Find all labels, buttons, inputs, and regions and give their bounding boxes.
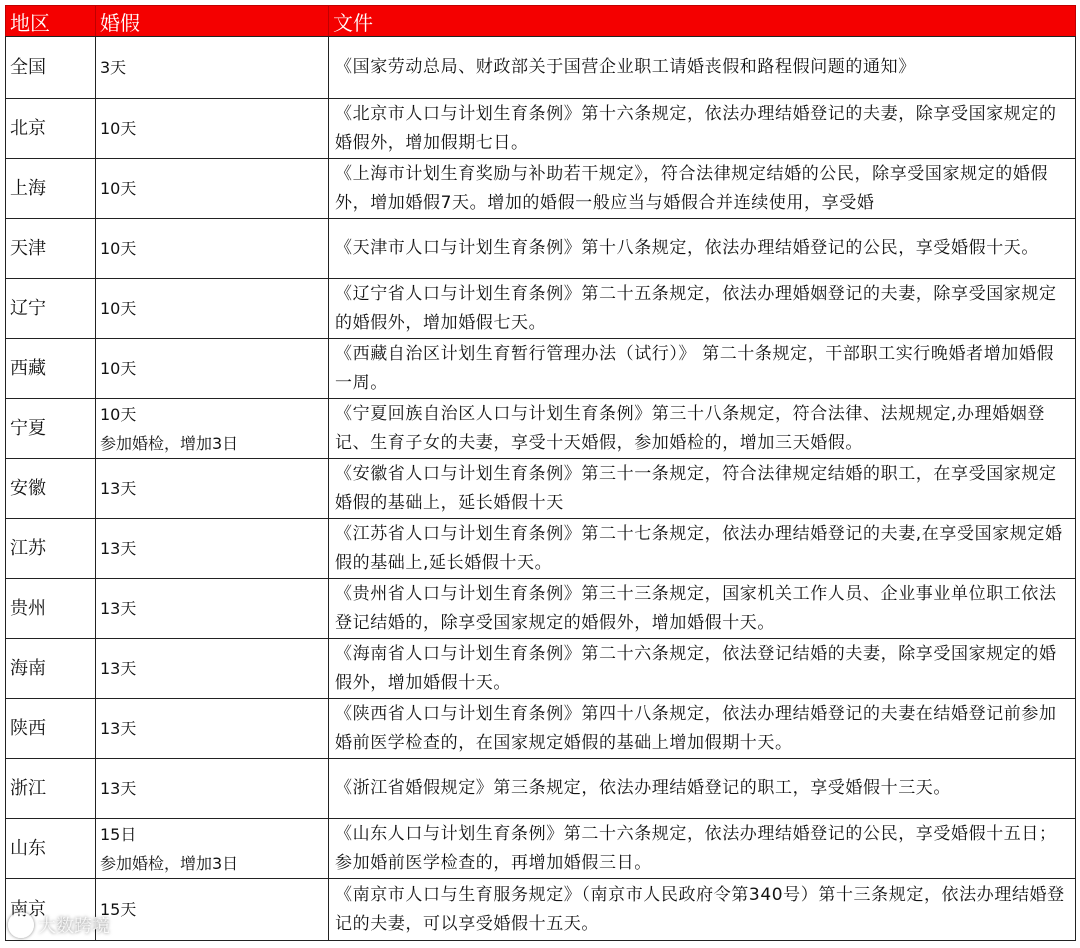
region-cell: 全国 [6,37,96,99]
leave-days: 13天 [100,779,137,798]
leave-cell [96,879,329,941]
leave-cell [96,339,329,399]
leave-days: 10天 [100,404,137,424]
table-row [6,639,1076,699]
watermark-text: 大数跨境 [38,916,110,937]
document-text: 《西藏自治区计划生育暂行管理办法（试行）》 第二十条规定，干部职工实行晚婚者增加婚假一周。 [335,343,1055,393]
leave-extra: 参加婚检，增加3日 [100,853,239,873]
region-cell: 贵州 [6,579,96,639]
document-cell [329,879,1076,941]
table-row [6,279,1076,339]
document-cell [329,219,1076,279]
table-row [6,879,1076,941]
leave-extra: 参加婚检，增加3日 [100,433,239,453]
leave-cell [96,819,329,879]
region-cell: 辽宁 [6,279,96,339]
header-document: 文件 [329,6,1076,37]
region-cell: 天津 [6,219,96,279]
leave-cell [96,99,329,159]
document-cell [329,339,1076,399]
document-cell [329,37,1076,99]
leave-days: 10天 [100,299,137,318]
document-text: 《天津市人口与计划生育条例》第十八条规定，依法办理结婚登记的公民，享受婚假十天。 [335,238,1039,258]
leave-days: 10天 [100,119,137,138]
region-cell: 安徽 [6,459,96,519]
leave-days: 13天 [100,719,137,738]
leave-days: 10天 [100,179,137,198]
leave-cell [96,279,329,339]
header-leave: 婚假 [96,6,329,37]
leave-days: 10天 [100,239,137,258]
watermark-logo-icon [8,912,34,938]
document-cell [329,819,1076,879]
document-text: 《江苏省人口与计划生育条例》第二十七条规定，依法办理结婚登记的夫妻,在享受国家规定婚假的基础上,延长婚假十天。 [335,523,1063,573]
region-cell: 陕西 [6,699,96,759]
leave-days: 15日 [100,824,137,844]
leave-cell [96,219,329,279]
leave-days: 13天 [100,539,137,558]
leave-cell [96,459,329,519]
document-cell [329,399,1076,459]
document-text: 《海南省人口与计划生育条例》第二十六条规定，依法登记结婚的夫妻，除享受国家规定的婚假外，增加婚假十天。 [335,643,1057,693]
header-region: 地区 [6,6,96,37]
table-row [6,159,1076,219]
table-row [6,219,1076,279]
leave-days: 13天 [100,479,137,498]
document-cell [329,639,1076,699]
document-text: 《山东人口与计划生育条例》第二十六条规定，依法办理结婚登记的公民，享受婚假十五日；参加婚前医学检查的，再增加婚假三日。 [335,823,1057,873]
region-cell: 浙江 [6,759,96,819]
table-row [6,699,1076,759]
region-cell: 山东 [6,819,96,879]
region-cell: 上海 [6,159,96,219]
region-cell: 江苏 [6,519,96,579]
document-cell [329,459,1076,519]
table-row [6,579,1076,639]
leave-days: 13天 [100,599,137,618]
region-cell: 海南 [6,639,96,699]
document-text: 《国家劳动总局、财政部关于国营企业职工请婚丧假和路程假问题的通知》 [335,57,916,77]
region-cell: 南京 [6,879,96,941]
document-text: 《宁夏回族自治区人口与计划生育条例》第三十八条规定，符合法律、法规规定,办理婚姻登记、生育子女的夫妻，享受十天婚假，参加婚检的，增加三天婚假。 [335,403,1046,453]
leave-days: 3天 [100,58,127,77]
document-text: 《贵州省人口与计划生育条例》第三十三条规定，国家机关工作人员、企业事业单位职工依法登记结婚的，除享受国家规定的婚假外，增加婚假十天。 [335,583,1057,633]
document-cell [329,699,1076,759]
leave-cell [96,37,329,99]
table-row [6,399,1076,459]
document-text: 《陕西省人口与计划生育条例》第四十八条规定，依法办理结婚登记的夫妻在结婚登记前参加婚前医学检查的，在国家规定婚假的基础上增加假期十天。 [335,703,1057,753]
leave-cell [96,639,329,699]
leave-cell [96,699,329,759]
table-row [6,759,1076,819]
table-header-row [6,6,1076,37]
leave-days: 13天 [100,659,137,678]
document-text: 《安徽省人口与计划生育条例》第三十一条规定，符合法律规定结婚的职工，在享受国家规定婚假的基础上，延长婚假十天 [335,463,1057,513]
document-text: 《北京市人口与计划生育条例》第十六条规定，依法办理结婚登记的夫妻，除享受国家规定的婚假外，增加假期七日。 [335,103,1057,153]
leave-cell [96,759,329,819]
document-text: 《浙江省婚假规定》第三条规定，依法办理结婚登记的职工，享受婚假十三天。 [335,778,951,798]
document-cell [329,279,1076,339]
marriage-leave-table [5,5,1076,941]
leave-cell [96,579,329,639]
region-cell: 北京 [6,99,96,159]
table-row [6,519,1076,579]
document-cell [329,519,1076,579]
watermark [8,912,110,938]
region-cell: 西藏 [6,339,96,399]
document-cell [329,759,1076,819]
document-cell [329,99,1076,159]
table-row [6,99,1076,159]
table-row [6,459,1076,519]
region-cell: 宁夏 [6,399,96,459]
document-cell [329,579,1076,639]
leave-cell [96,399,329,459]
leave-cell [96,159,329,219]
leave-cell [96,519,329,579]
leave-days: 15天 [100,900,137,919]
document-text: 《辽宁省人口与计划生育条例》第二十五条规定，依法办理婚姻登记的夫妻，除享受国家规定的婚假外，增加婚假七天。 [335,283,1057,333]
table-row [6,37,1076,99]
table-row [6,339,1076,399]
leave-days: 10天 [100,359,137,378]
document-text: 《上海市计划生育奖励与补助若干规定》，符合法律规定结婚的公民，除享受国家规定的婚假外，增加婚假7天。增加的婚假一般应当与婚假合并连续使用，享受婚 [335,163,1049,213]
table-row [6,819,1076,879]
document-cell [329,159,1076,219]
document-text: 《南京市人口与生育服务规定》（南京市人民政府令第340号）第十三条规定，依法办理结婚登记的夫妻，可以享受婚假十五天。 [335,884,1065,934]
